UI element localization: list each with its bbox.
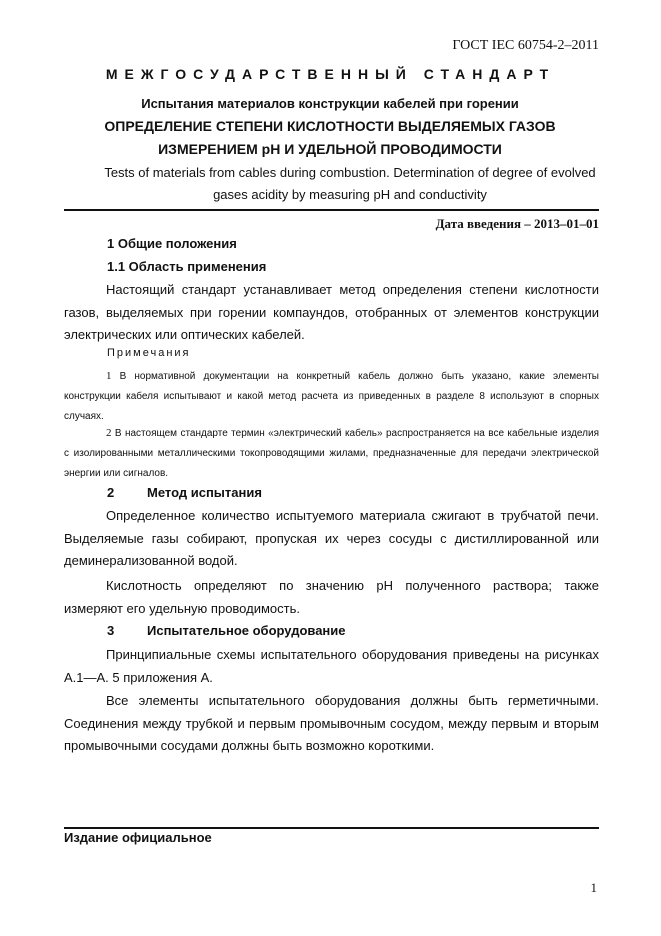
title-divider	[64, 209, 599, 211]
section-3-heading	[107, 623, 346, 638]
section-3-paragraph-2: Все элементы испытательного оборудования должны быть герметичными. Соединения между трубкой и первым промывочным сосудом, между первым и вторым промывочными сосудами должны быть возможно короткими.	[64, 693, 599, 753]
section-2-title: Метод испытания	[147, 485, 262, 500]
official-edition-label: Издание официальное	[64, 830, 212, 845]
section-2-paragraph-2: Кислотность определяют по значению pH полученного раствора; также измеряют его удельную проводимость.	[64, 578, 599, 616]
english-title: Tests of materials from cables during combustion. Determination of degree of evolved gases acidity by measuring pH and conductivity	[104, 165, 596, 202]
section-3-paragraph-1: Принципиальные схемы испытательного оборудования приведены на рисунках А.1—А. 5 приложения А.	[64, 647, 599, 685]
footer-divider	[64, 827, 599, 829]
page-number: 1	[590, 880, 597, 895]
note-2-text: В настоящем стандарте термин «электрический кабель» распространяется на все кабельные изделия с изолированными металлическими токопроводящими жилами, предназначенные для передачи электрической энергии или сигналов.	[64, 428, 599, 479]
notes-heading: Примечания	[107, 347, 191, 359]
note-1	[64, 366, 599, 427]
note-1-text: В нормативной документации на конкретный кабель должно быть указано, какие элементы конструкции кабеля испытывают и какой метод расчета из приведенных в разделе 8 используют в спорных случаях.	[64, 371, 599, 422]
section-1-1-heading: 1.1 Область применения	[107, 259, 267, 274]
standard-code: ГОСТ IEC 60754-2–2011	[452, 38, 599, 53]
note-1-number: 1	[106, 370, 112, 382]
section-3-number: 3	[107, 623, 115, 638]
interstate-standard-title: МЕЖГОСУДАРСТВЕННЫЙ СТАНДАРТ	[105, 66, 556, 82]
section-1-heading: 1 Общие положения	[107, 236, 237, 251]
note-2	[64, 423, 599, 484]
section-2-paragraph-1: Определенное количество испытуемого материала сжигают в трубчатой печи. Выделяемые газы собирают, пропуская их через сосуды с дистиллированной или деминерализованной водой.	[64, 508, 599, 568]
document-subtitle: Испытания материалов конструкции кабелей при горении	[141, 96, 519, 111]
introduction-date: Дата введения – 2013–01–01	[435, 216, 599, 231]
document-title-line1: ОПРЕДЕЛЕНИЕ СТЕПЕНИ КИСЛОТНОСТИ ВЫДЕЛЯЕМЫХ ГАЗОВ	[104, 118, 556, 134]
document-title-line2: ИЗМЕРЕНИЕМ pH И УДЕЛЬНОЙ ПРОВОДИМОСТИ	[158, 141, 502, 157]
section-3-title: Испытательное оборудование	[147, 623, 346, 638]
section-1-1-text: Настоящий стандарт устанавливает метод определения степени кислотности газов, выделяемых при горении компаундов, отобранных от элементов конструкции электрических или оптических кабелей.	[64, 282, 599, 342]
note-2-number: 2	[106, 427, 112, 439]
section-2-heading	[107, 485, 262, 500]
section-2-number: 2	[107, 485, 115, 500]
